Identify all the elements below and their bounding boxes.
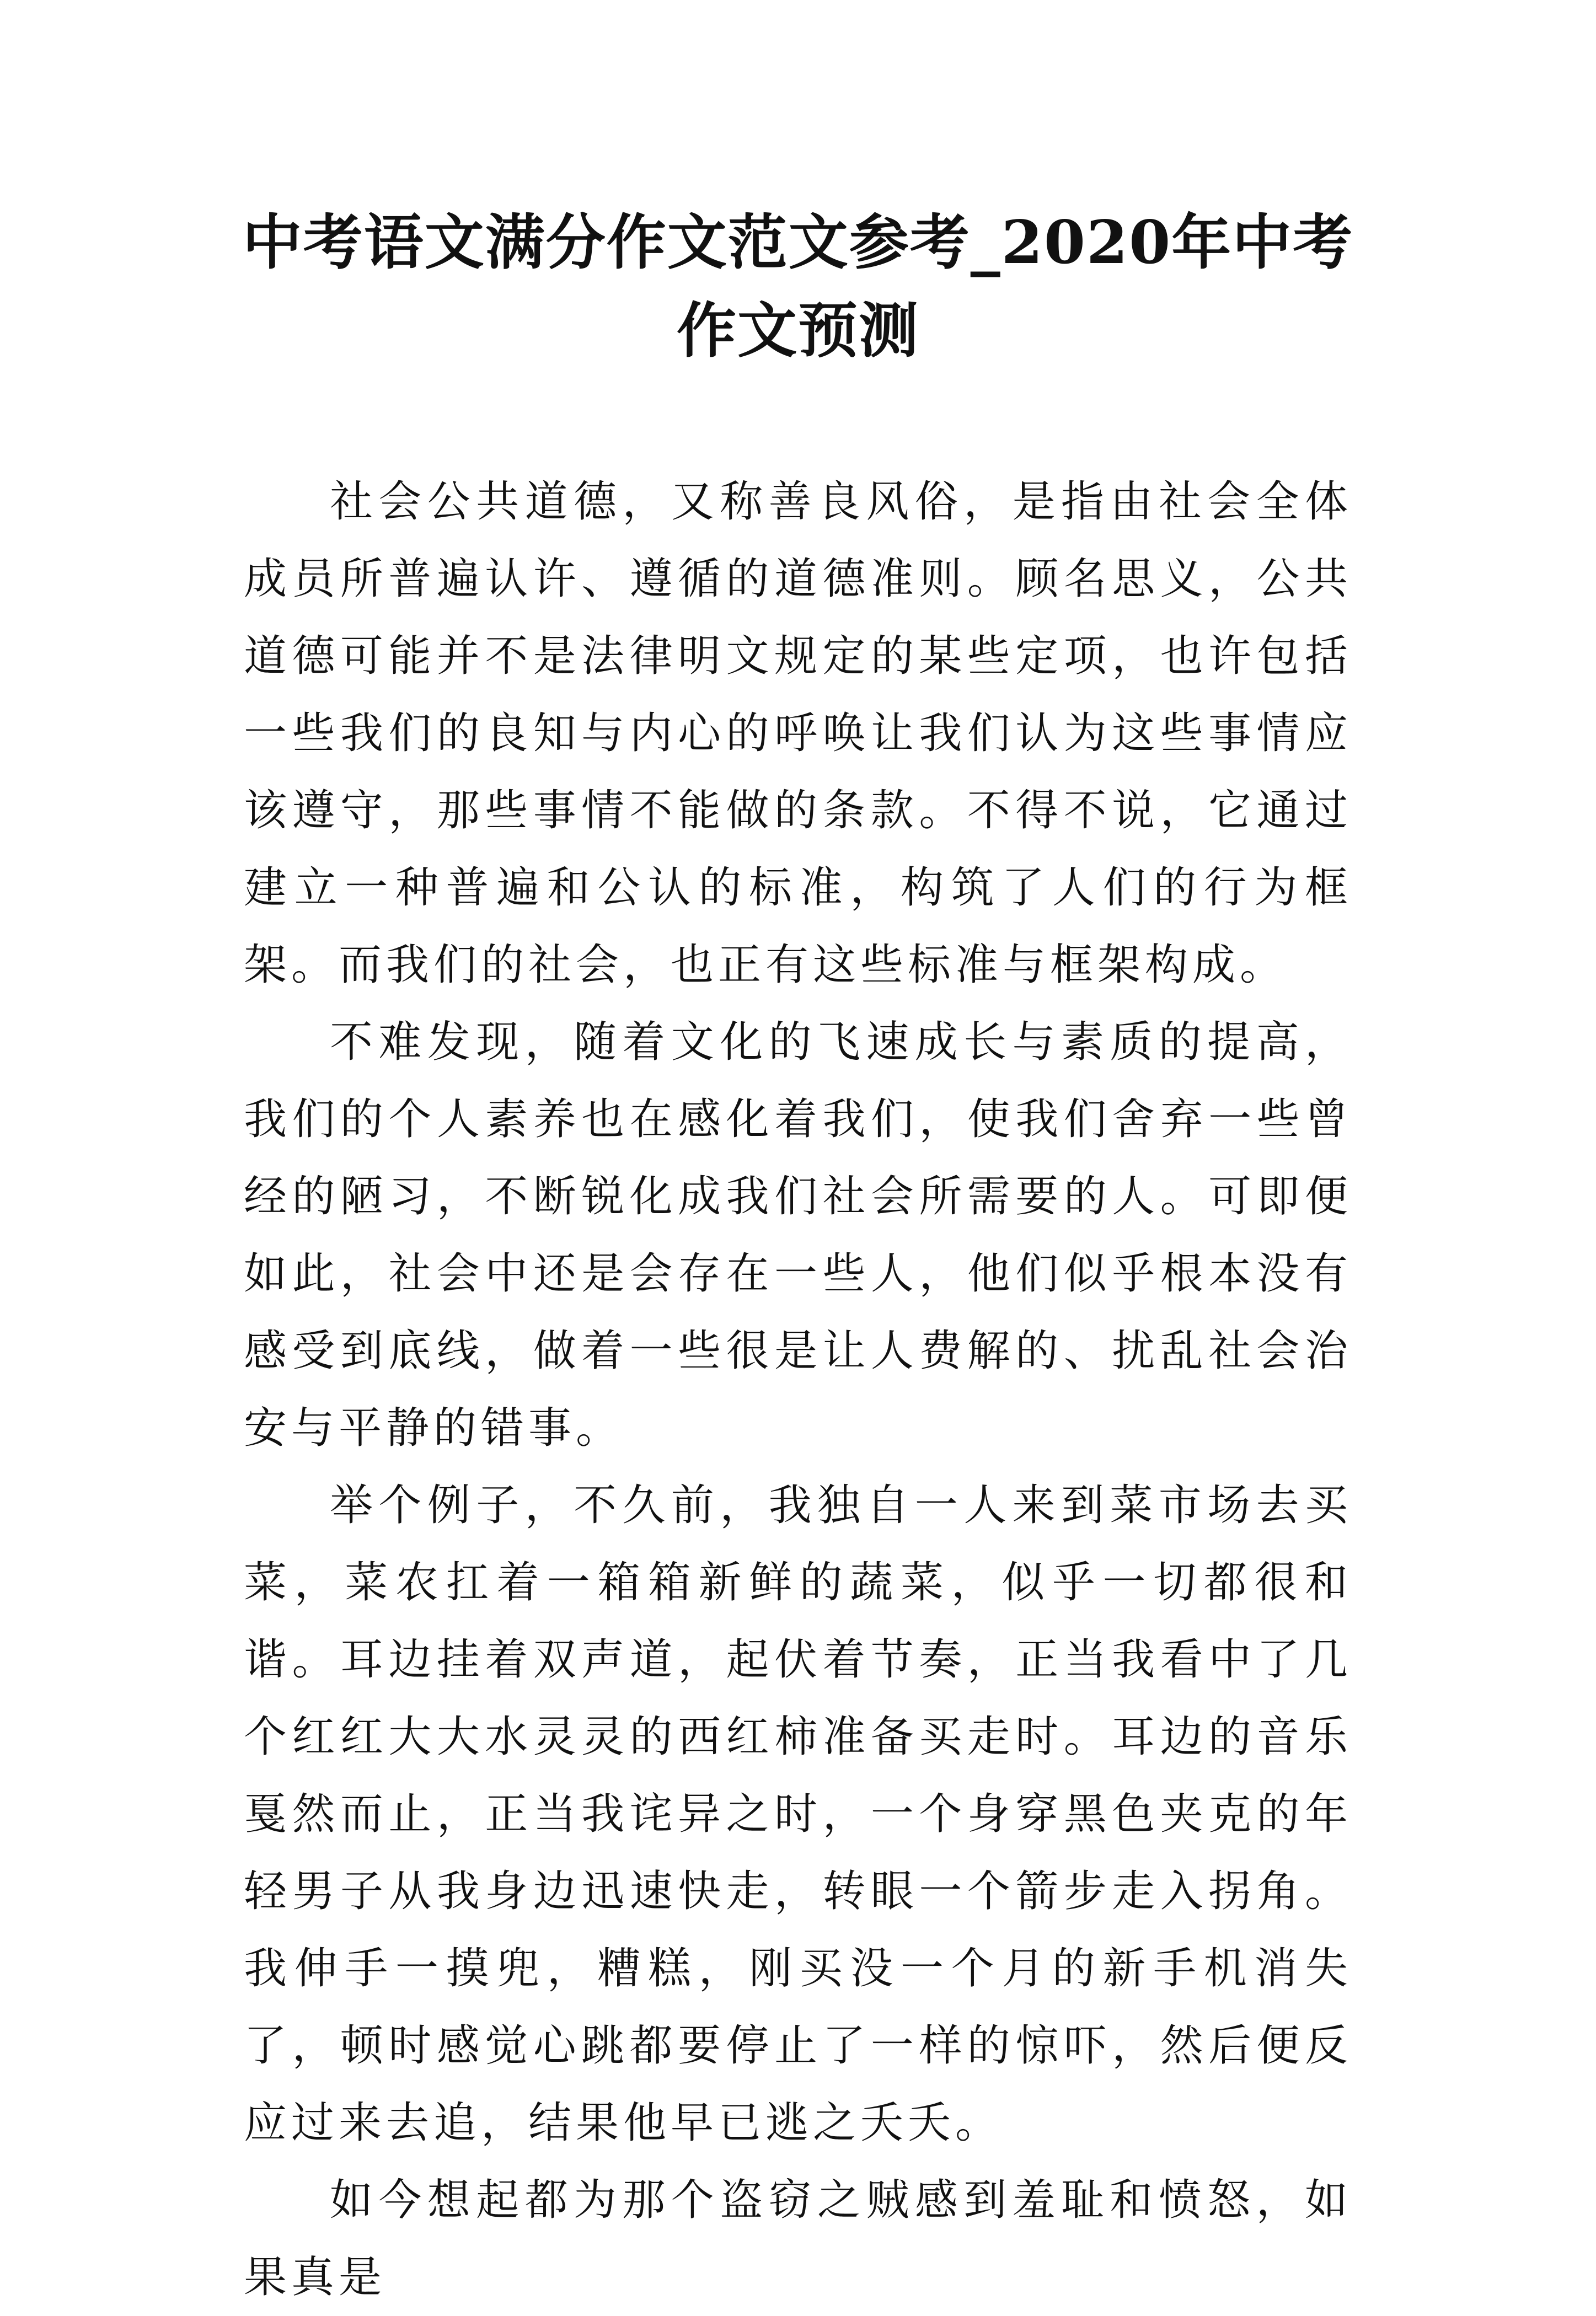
paragraph-4: 如今想起都为那个盗窃之贼感到羞耻和愤怒，如果真是 — [244, 2175, 1352, 2302]
document-body — [244, 463, 1352, 2316]
document-title: 中考语文满分作文范文参考_2020年中考作文预测 — [242, 208, 1354, 366]
paragraph-2: 不难发现，随着文化的飞速成长与素质的提高，我们的个人素养也在感化着我们，使我们舍弃一些曾经的陋习，不断锐化成我们社会所需要的人。可即便如此，社会中还是会存在一些人，他们似乎根本没有感受到底线，做着一些很是让人费解的、扰乱社会治安与平静的错事。 — [244, 1017, 1352, 1453]
paragraph-1: 社会公共道德，又称善良风俗，是指由社会全体成员所普遍认许、遵循的道德准则。顾名思义，公共道德可能并不是法律明文规定的某些定项，也许包括一些我们的良知与内心的呼唤让我们认为这些事情应该遵守，那些事情不能做的条款。不得不说，它通过建立一种普遍和公认的标准，构筑了人们的行为框架。而我们的社会，也正有这些标准与框架构成。 — [244, 477, 1352, 990]
paragraph-3: 举个例子，不久前，我独自一人来到菜市场去买菜，菜农扛着一箱箱新鲜的蔬菜，似乎一切都很和谐。耳边挂着双声道，起伏着节奏，正当我看中了几个红红大大水灵灵的西红柿准备买走时。耳边的音乐戛然而止，正当我诧异之时，一个身穿黑色夹克的年轻男子从我身边迅速快走，转眼一个箭步走入拐角。我伸手一摸兜，糟糕，刚买没一个月的新手机消失了，顿时感觉心跳都要停止了一样的惊吓，然后便反应过来去追，结果他早已逃之夭夭。 — [244, 1481, 1352, 2148]
